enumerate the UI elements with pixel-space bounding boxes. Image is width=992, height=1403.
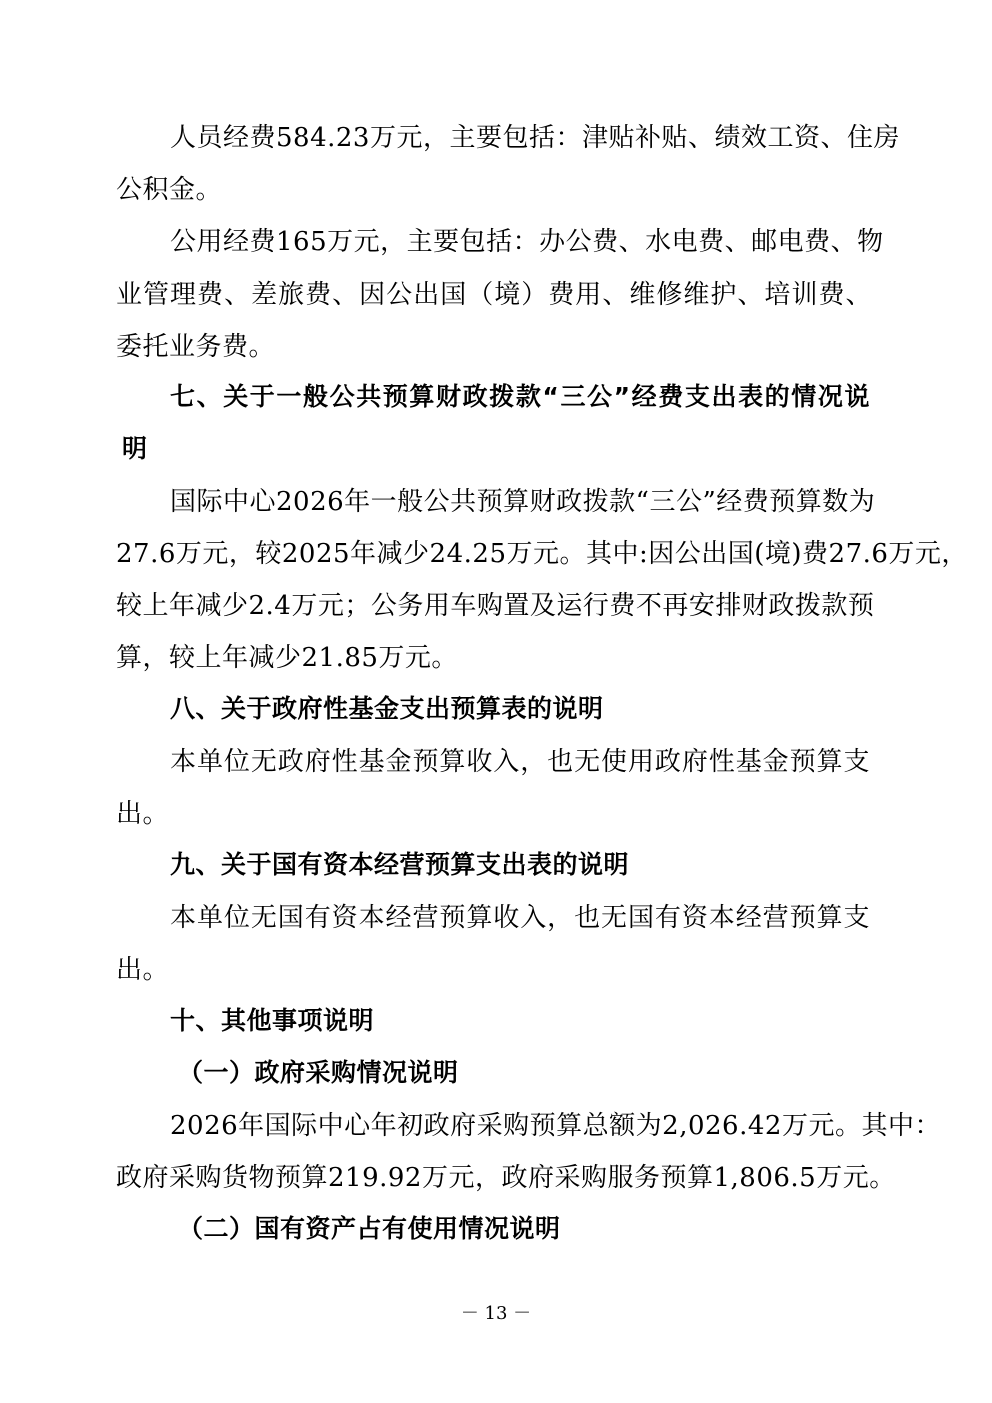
paragraph-public-expenses-line-2: 业管理费、差旅费、因公出国（境）费用、维修维护、培训费、 — [116, 280, 872, 310]
paragraph-three-public-line-3: 较上年减少2.4万元；公务用车购置及运行费不再安排财政拨款预 — [116, 591, 875, 621]
paragraph-procurement-line-1: 2026年国际中心年初政府采购预算总额为2,026.42万元。其中： — [170, 1111, 941, 1141]
page-number: － 13 － — [460, 1303, 532, 1324]
paragraph-public-expenses-line-3: 委托业务费。 — [116, 332, 276, 362]
subsection-heading-procurement: （一）政府采购情况说明 — [178, 1058, 459, 1087]
paragraph-public-expenses-line-1: 公用经费165万元，主要包括：办公费、水电费、邮电费、物 — [170, 227, 884, 257]
paragraph-personnel-expenses-line-2: 公积金。 — [116, 175, 223, 205]
section-heading-8: 八、关于政府性基金支出预算表的说明 — [170, 694, 604, 723]
paragraph-three-public-line-1: 国际中心2026年一般公共预算财政拨款“三公”经费预算数为 — [170, 487, 876, 517]
paragraph-capital-line-2: 出。 — [116, 955, 170, 985]
section-heading-9: 九、关于国有资本经营预算支出表的说明 — [170, 850, 630, 879]
section-heading-7-line-2: 明 — [122, 434, 148, 463]
paragraph-capital-line-1: 本单位无国有资本经营预算收入，也无国有资本经营预算支 — [170, 903, 870, 933]
section-heading-10: 十、其他事项说明 — [170, 1006, 375, 1035]
paragraph-three-public-line-2: 27.6万元，较2025年减少24.25万元。其中:因公出国(境)费27.6万元， — [116, 539, 968, 569]
subsection-heading-state-assets: （二）国有资产占有使用情况说明 — [178, 1214, 561, 1243]
paragraph-fund-line-2: 出。 — [116, 799, 170, 829]
paragraph-fund-line-1: 本单位无政府性基金预算收入，也无使用政府性基金预算支 — [170, 747, 870, 777]
section-heading-7-line-1: 七、关于一般公共预算财政拨款“三公”经费支出表的情况说 — [170, 382, 870, 411]
paragraph-personnel-expenses-line-1: 人员经费584.23万元，主要包括：津贴补贴、绩效工资、住房 — [170, 123, 900, 153]
paragraph-procurement-line-2: 政府采购货物预算219.92万元，政府采购服务预算1,806.5万元。 — [116, 1163, 896, 1193]
paragraph-three-public-line-4: 算，较上年减少21.85万元。 — [116, 643, 458, 673]
